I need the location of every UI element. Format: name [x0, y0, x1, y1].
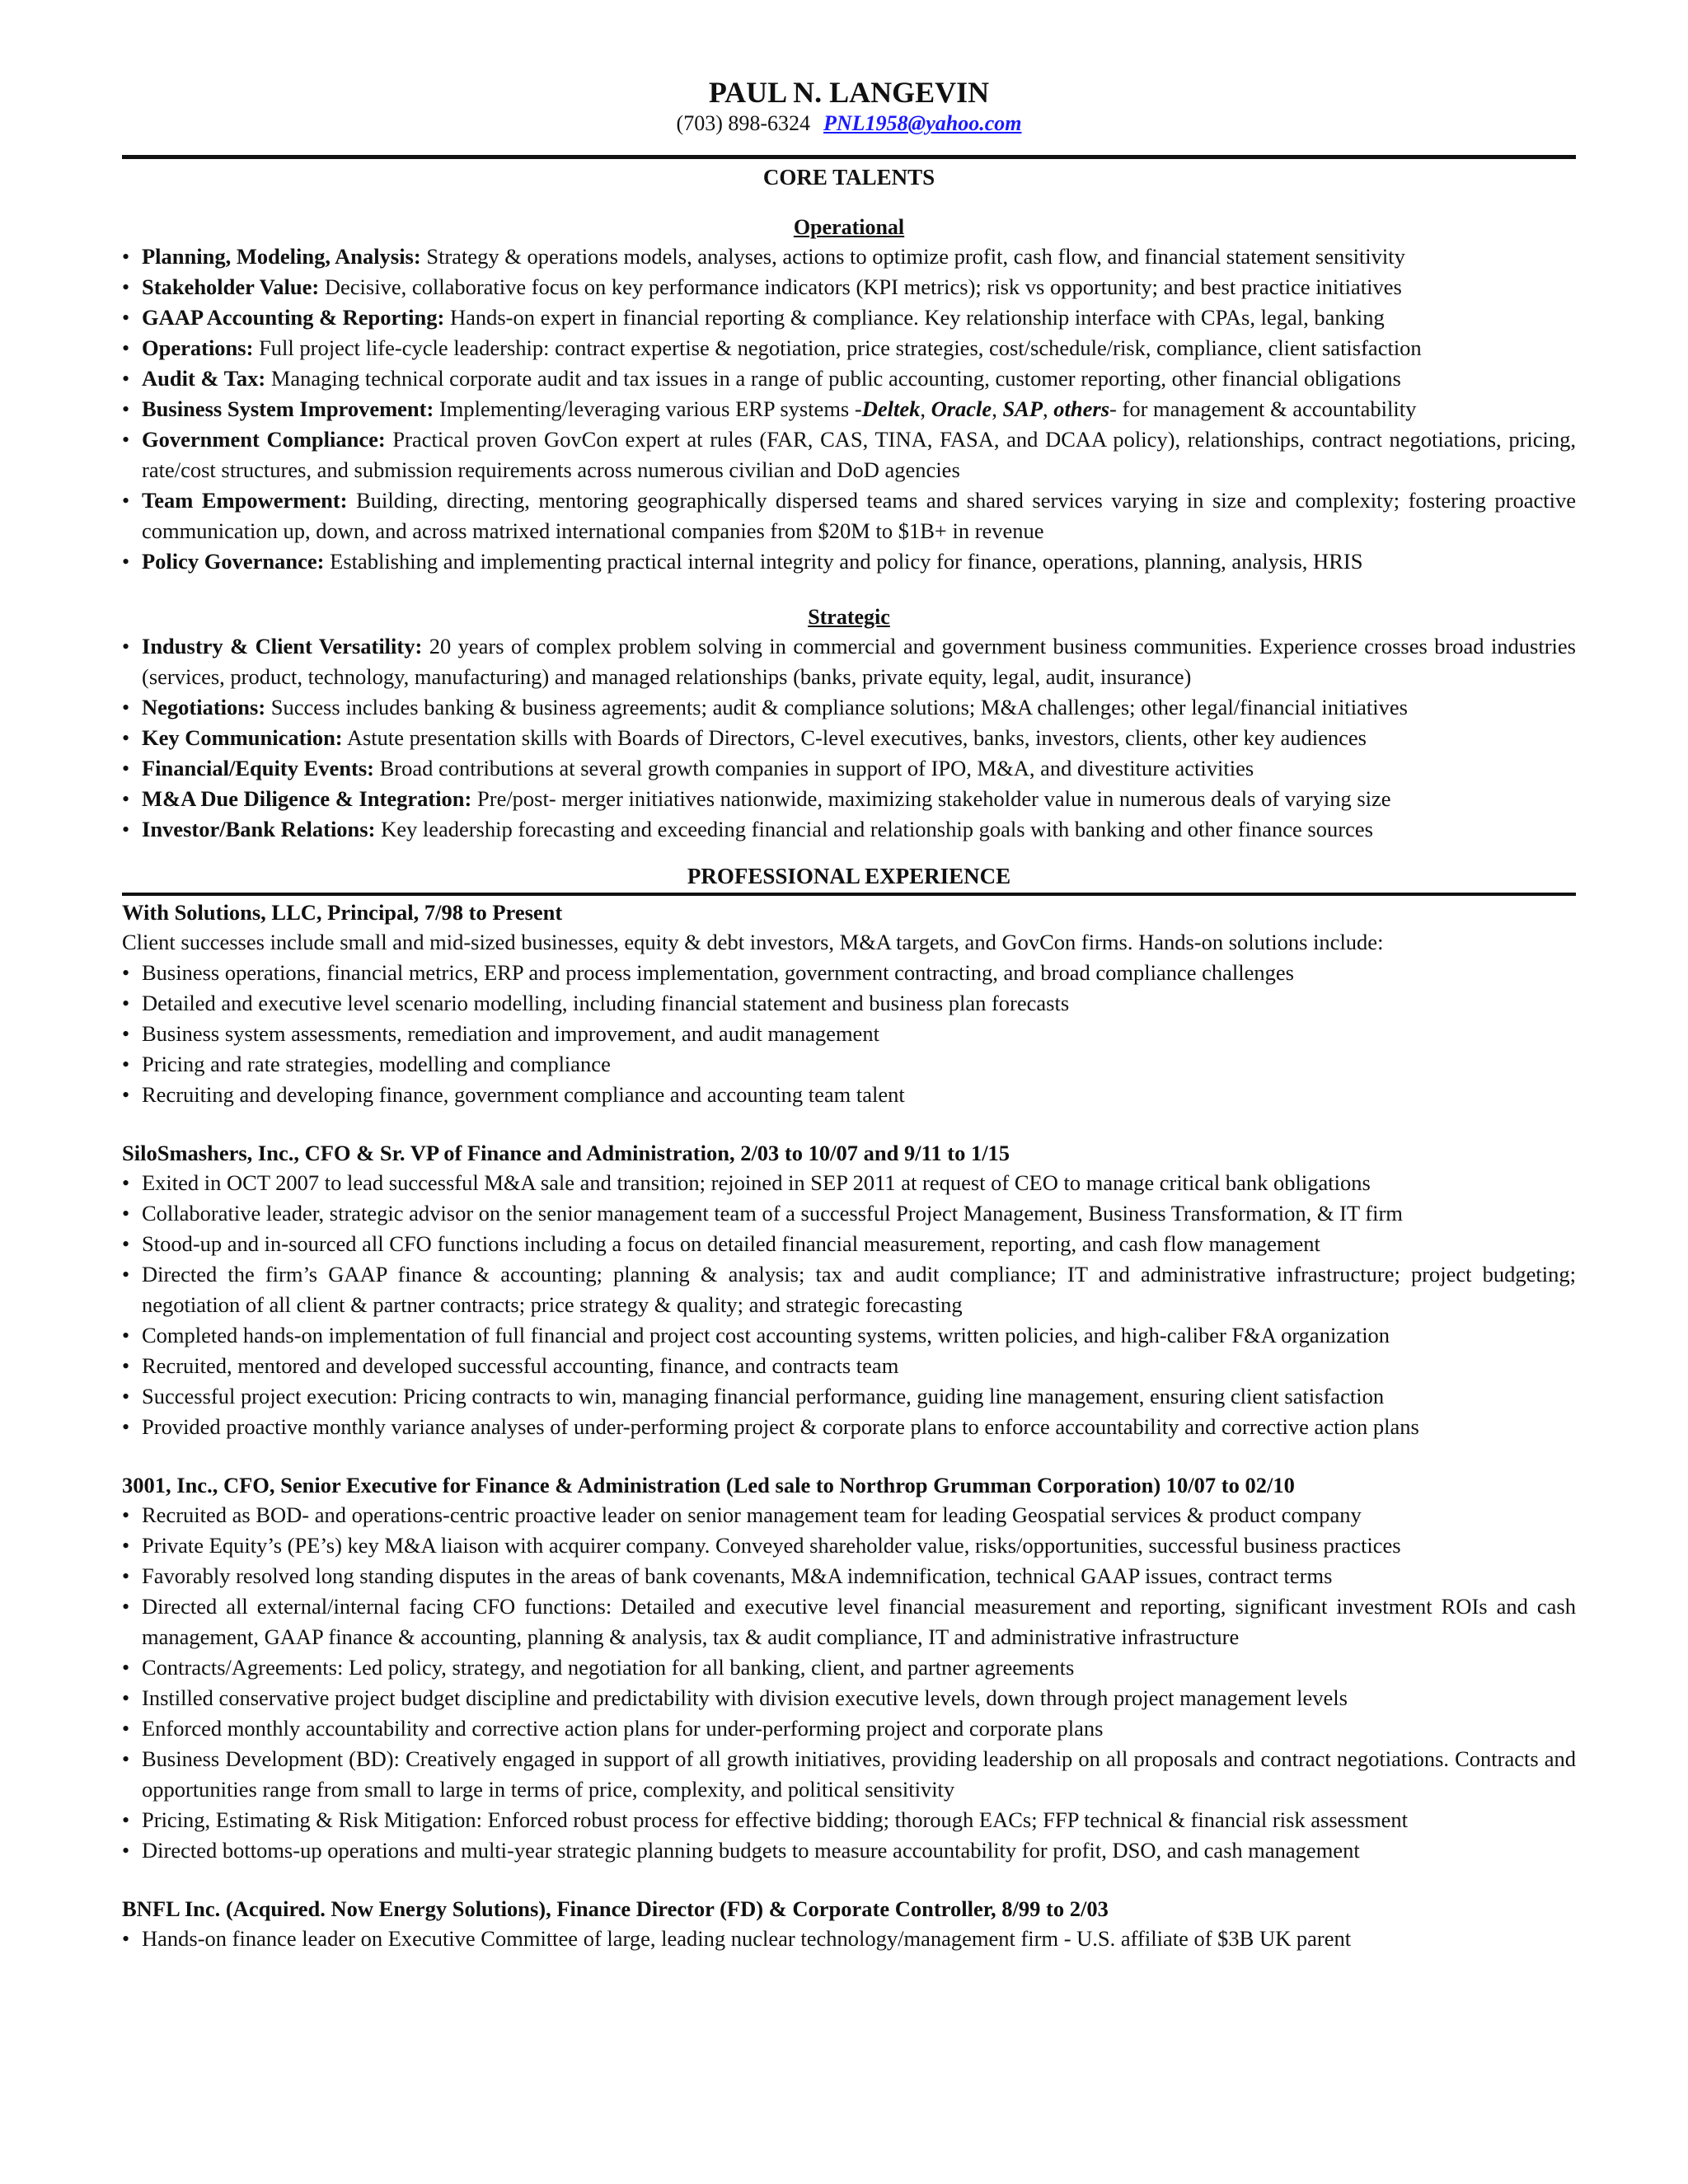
list-item: • Recruited as BOD- and operations-centric proactive leader on senior management team for leading Geospatial services & product company: [122, 1500, 1576, 1530]
list-item: • Enforced monthly accountability and corrective action plans for under-performing project and corporate plans: [122, 1713, 1576, 1744]
list-item: • Detailed and executive level scenario modelling, including financial statement and business plan forecasts: [122, 988, 1576, 1019]
list-item: • Policy Governance: Establishing and implementing practical internal integrity and policy for finance, operations, planning, analysis, HRIS: [122, 546, 1576, 577]
resume-page: [122, 76, 1576, 1954]
list-item: • Directed all external/internal facing CFO functions: Detailed and executive level financial measurement and reporting, significant investment ROIs and cash management, GAAP finance & accounting, planning & analysis, tax & audit compliance, IT and administrative infrastructure: [122, 1591, 1576, 1652]
job-heading: SiloSmashers, Inc., CFO & Sr. VP of Finance and Administration, 2/03 to 10/07 and 9/11 to 1/15: [122, 1141, 1010, 1165]
list-item: • Recruited, mentored and developed successful accounting, finance, and contracts team: [122, 1351, 1576, 1381]
list-item: • Contracts/Agreements: Led policy, strategy, and negotiation for all banking, client, and partner agreements: [122, 1652, 1576, 1683]
header-divider: [122, 155, 1576, 159]
list-item: • Business Development (BD): Creatively engaged in support of all growth initiatives, providing leadership on all proposals and contract negotiations. Contracts and opportunities range from small to large in terms of price, complexity, and political sensitivity: [122, 1744, 1576, 1805]
candidate-name: PAUL N. LANGEVIN: [708, 76, 990, 109]
list-item: • Business System Improvement: Implementing/leveraging various ERP systems -Deltek, Oracle, SAP, others- for management & accountability: [122, 394, 1576, 424]
list-item: • Stakeholder Value: Decisive, collaborative focus on key performance indicators (KPI metrics); risk vs opportunity; and best practice initiatives: [122, 272, 1576, 302]
list-item: • Successful project execution: Pricing contracts to win, managing financial performance, guiding line management, ensuring client satisfaction: [122, 1381, 1576, 1412]
list-item: • Completed hands-on implementation of full financial and project cost accounting systems, written policies, and high-caliber F&A organization: [122, 1320, 1576, 1351]
list-item: • Investor/Bank Relations: Key leadership forecasting and exceeding financial and relationship goals with banking and other finance sources: [122, 814, 1576, 845]
list-item: • Private Equity’s (PE’s) key M&A liaison with acquirer company. Conveyed shareholder value, risks/opportunities, successful business practices: [122, 1530, 1576, 1561]
list-item: • GAAP Accounting & Reporting: Hands-on expert in financial reporting & compliance. Key relationship interface with CPAs, legal, banking: [122, 302, 1576, 333]
list-item: • Financial/Equity Events: Broad contributions at several growth companies in support of IPO, M&A, and divestiture activities: [122, 753, 1576, 784]
list-item: • Instilled conservative project budget discipline and predictability with division executive levels, down through project management levels: [122, 1683, 1576, 1713]
strategic-title: Strategic: [808, 605, 890, 629]
list-item: • Negotiations: Success includes banking & business agreements; audit & compliance solutions; M&A challenges; other legal/financial initiatives: [122, 692, 1576, 723]
list-item: • Pricing and rate strategies, modelling and compliance: [122, 1049, 1576, 1080]
list-item: • Exited in OCT 2007 to lead successful M&A sale and transition; rejoined in SEP 2011 at request of CEO to manage critical bank obligations: [122, 1168, 1576, 1198]
core-talents-title: CORE TALENTS: [762, 165, 935, 190]
job-bullets: [122, 1168, 1576, 1442]
experience-title: PROFESSIONAL EXPERIENCE: [687, 864, 1011, 888]
list-item: • Stood-up and in-sourced all CFO functions including a focus on detailed financial measurement, reporting, and cash flow management: [122, 1229, 1576, 1259]
list-item: • Planning, Modeling, Analysis: Strategy & operations models, analyses, actions to optimize profit, cash flow, and financial statement sensitivity: [122, 241, 1576, 272]
job-bullets: [122, 1924, 1576, 1954]
list-item: • Directed bottoms-up operations and multi-year strategic planning budgets to measure accountability for profit, DSO, and cash management: [122, 1835, 1576, 1866]
list-item: • Pricing, Estimating & Risk Mitigation: Enforced robust process for effective bidding; thorough EACs; FFP technical & financial risk assessment: [122, 1805, 1576, 1835]
list-item: • Favorably resolved long standing disputes in the areas of bank covenants, M&A indemnification, technical GAAP issues, contract terms: [122, 1561, 1576, 1591]
list-item: • Hands-on finance leader on Executive Committee of large, leading nuclear technology/management firm - U.S. affiliate of $3B UK parent: [122, 1924, 1576, 1954]
job-bullets: [122, 1500, 1576, 1866]
list-item: • Team Empowerment: Building, directing, mentoring geographically dispersed teams and shared services varying in size and complexity; fostering proactive communication up, down, and across matrixed international companies from $20M to $1B+ in revenue: [122, 485, 1576, 546]
experience-divider: [122, 893, 1576, 896]
list-item: • Business system assessments, remediation and improvement, and audit management: [122, 1019, 1576, 1049]
list-item: • Recruiting and developing finance, government compliance and accounting team talent: [122, 1080, 1576, 1110]
list-item: • Audit & Tax: Managing technical corporate audit and tax issues in a range of public accounting, customer reporting, other financial obligations: [122, 363, 1576, 394]
list-item: • Industry & Client Versatility: 20 years of complex problem solving in commercial and government business communities. Experience crosses broad industries (services, product, technology, manufacturing) and managed relationships (banks, private equity, legal, audit, insurance): [122, 631, 1576, 692]
job-bullets: [122, 958, 1576, 1110]
email-link[interactable]: PNL1958@yahoo.com: [823, 111, 1022, 135]
phone-number: (703) 898-6324: [676, 111, 811, 135]
operational-list: [122, 241, 1576, 577]
list-item: • Business operations, financial metrics, ERP and process implementation, government contracting, and broad compliance challenges: [122, 958, 1576, 988]
job-heading: 3001, Inc., CFO, Senior Executive for Finance & Administration (Led sale to Northrop Grumman Corporation) 10/07 to 02/10: [122, 1473, 1295, 1497]
job-heading: With Solutions, LLC, Principal, 7/98 to Present: [122, 900, 563, 925]
list-item: • Operations: Full project life-cycle leadership: contract expertise & negotiation, price strategies, cost/schedule/risk, compliance, client satisfaction: [122, 333, 1576, 363]
strategic-list: [122, 631, 1576, 845]
list-item: • Collaborative leader, strategic advisor on the senior management team of a successful Project Management, Business Transformation, & IT firm: [122, 1198, 1576, 1229]
list-item: • Key Communication: Astute presentation skills with Boards of Directors, C-level executives, banks, investors, clients, other key audiences: [122, 723, 1576, 753]
operational-title: Operational: [793, 215, 905, 239]
job-heading: BNFL Inc. (Acquired. Now Energy Solutions), Finance Director (FD) & Corporate Controller, 8/99 to 2/03: [122, 1896, 1109, 1921]
job-intro: Client successes include small and mid-sized businesses, equity & debt investors, M&A targets, and GovCon firms. Hands-on solutions include:: [122, 930, 1384, 954]
list-item: • Directed the firm’s GAAP finance & accounting; planning & analysis; tax and audit compliance; IT and administrative infrastructure; project budgeting; negotiation of all client & partner contracts; price strategy & quality; and strategic forecasting: [122, 1259, 1576, 1320]
list-item: • M&A Due Diligence & Integration: Pre/post- merger initiatives nationwide, maximizing stakeholder value in numerous deals of varying size: [122, 784, 1576, 814]
contact-line: [122, 110, 1576, 137]
list-item: • Provided proactive monthly variance analyses of under-performing project & corporate plans to enforce accountability and corrective action plans: [122, 1412, 1576, 1442]
list-item: • Government Compliance: Practical proven GovCon expert at rules (FAR, CAS, TINA, FASA, and DCAA policy), relationships, contract negotiations, pricing, rate/cost structures, and submission requirements across numerous civilian and DoD agencies: [122, 424, 1576, 485]
